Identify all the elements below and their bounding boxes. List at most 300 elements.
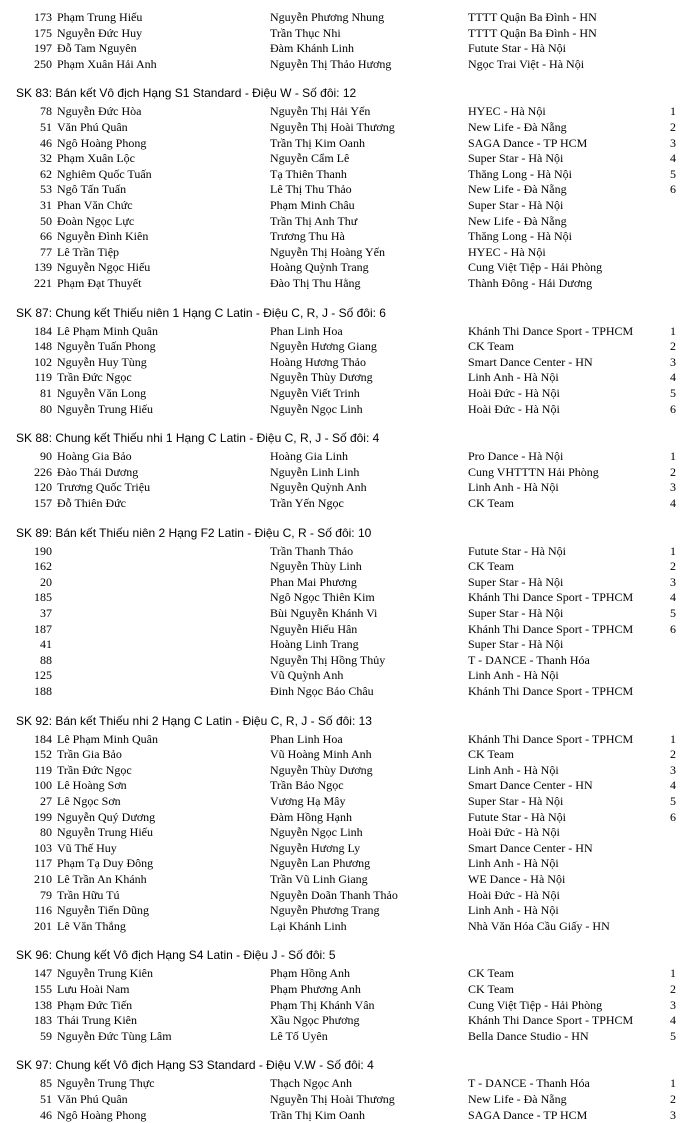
placement-rank: 3 [670, 136, 676, 150]
couple-row [0, 793, 700, 809]
couple-number: 51 [40, 120, 52, 134]
partner-dancer-name: Nguyễn Thùy Dương [270, 370, 373, 384]
couple-row [0, 824, 700, 840]
placement-rank: 5 [670, 386, 676, 400]
placement-rank: 4 [670, 1013, 676, 1027]
placement-rank: 3 [670, 998, 676, 1012]
couple-number: 59 [40, 1029, 52, 1043]
partner-dancer-name: Vũ Hoàng Minh Anh [270, 747, 372, 761]
couple-number: 173 [34, 10, 52, 24]
couple-row [0, 746, 700, 762]
couple-row [0, 323, 700, 339]
lead-dancer-name: Lê Phạm Minh Quân [57, 732, 158, 746]
couple-row [0, 558, 700, 574]
partner-dancer-name: Nguyễn Hương Ly [270, 841, 361, 855]
couple-row [0, 228, 700, 244]
couple-number: 46 [40, 136, 52, 150]
lead-dancer-name: Phạm Đức Tiến [57, 998, 133, 1012]
couple-row [0, 683, 700, 699]
partner-dancer-name: Nguyễn Viết Trinh [270, 386, 360, 400]
club-name: Ngọc Trai Việt - Hà Nội [468, 57, 585, 71]
lead-dancer-name: Trần Đức Ngọc [57, 763, 132, 777]
club-name: Futute Star - Hà Nội [468, 544, 566, 558]
lead-dancer-name: Phạm Đạt Thuyết [57, 276, 142, 290]
lead-dancer-name: Lưu Hoài Nam [57, 982, 130, 996]
partner-dancer-name: Nguyễn Thùy Linh [270, 559, 362, 573]
partner-dancer-name: Trần Yến Ngọc [270, 496, 344, 510]
couple-number: 119 [34, 763, 52, 777]
club-name: T - DANCE - Thanh Hóa [468, 1076, 590, 1090]
club-name: Khánh Thi Dance Sport - TPHCM [468, 622, 634, 636]
lead-dancer-name: Phạm Trung Hiếu [57, 10, 143, 24]
partner-dancer-name: Nguyễn Thị Hoàng Yến [270, 245, 385, 259]
partner-dancer-name: Nguyễn Phương Nhung [270, 10, 385, 24]
couple-row [0, 543, 700, 559]
club-name: Linh Anh - Hà Nội [468, 903, 559, 917]
couple-number: 27 [40, 794, 52, 808]
club-name: Cung VHTTTN Hải Phòng [468, 465, 599, 479]
couple-number: 37 [40, 606, 52, 620]
partner-dancer-name: Vũ Quỳnh Anh [270, 668, 344, 682]
lead-dancer-name: Nguyễn Trung Thực [57, 1076, 155, 1090]
couple-row [0, 902, 700, 918]
couple-row [0, 25, 700, 41]
couple-row [0, 636, 700, 652]
section-heading: SK 92: Bán kết Thiếu nhi 2 Hạng C Latin - Điệu C, R, J - Số đôi: 13 [16, 714, 372, 728]
placement-rank: 6 [670, 182, 676, 196]
partner-dancer-name: Nguyễn Thị Hải Yến [270, 104, 371, 118]
club-name: Linh Anh - Hà Nội [468, 480, 559, 494]
lead-dancer-name: Nguyễn Ngọc Hiếu [57, 260, 151, 274]
couple-row [0, 1091, 700, 1107]
club-name: Super Star - Hà Nội [468, 575, 564, 589]
club-name: CK Team [468, 339, 514, 353]
couple-number: 162 [34, 559, 52, 573]
placement-rank: 2 [670, 120, 676, 134]
club-name: TTTT Quận Ba Đình - HN [468, 10, 597, 24]
placement-rank: 4 [670, 496, 676, 510]
couple-row [0, 621, 700, 637]
couple-row [0, 605, 700, 621]
couple-row [0, 9, 700, 25]
couple-number: 197 [34, 41, 52, 55]
couple-number: 175 [34, 26, 52, 40]
couple-row [0, 777, 700, 793]
lead-dancer-name: Văn Phú Quân [57, 120, 128, 134]
partner-dancer-name: Hoàng Quỳnh Trang [270, 260, 369, 274]
placement-rank: 4 [670, 370, 676, 384]
couple-row [0, 809, 700, 825]
couple-number: 120 [34, 480, 52, 494]
couple-number: 250 [34, 57, 52, 71]
placement-rank: 2 [670, 747, 676, 761]
club-name: Hoài Đức - Hà Nội [468, 386, 560, 400]
partner-dancer-name: Trần Vũ Linh Giang [270, 872, 368, 886]
lead-dancer-name: Nghiêm Quốc Tuấn [57, 167, 152, 181]
couple-number: 185 [34, 590, 52, 604]
club-name: New Life - Đà Nẵng [468, 182, 567, 196]
lead-dancer-name: Lê Ngọc Sơn [57, 794, 121, 808]
partner-dancer-name: Lê Thị Thu Thảo [270, 182, 352, 196]
club-name: Khánh Thi Dance Sport - TPHCM [468, 590, 634, 604]
placement-rank: 1 [670, 324, 676, 338]
club-name: Cung Việt Tiệp - Hải Phòng [468, 260, 603, 274]
partner-dancer-name: Phạm Hồng Anh [270, 966, 351, 980]
lead-dancer-name: Hoàng Gia Bảo [57, 449, 132, 463]
club-name: Smart Dance Center - HN [468, 841, 593, 855]
couple-row [0, 918, 700, 934]
couple-row [0, 119, 700, 135]
couple-row [0, 181, 700, 197]
placement-rank: 1 [670, 449, 676, 463]
placement-rank: 6 [670, 402, 676, 416]
couple-number: 221 [34, 276, 52, 290]
lead-dancer-name: Ngô Tấn Tuấn [57, 182, 127, 196]
couple-number: 183 [34, 1013, 52, 1027]
lead-dancer-name: Lê Phạm Minh Quân [57, 324, 158, 338]
partner-dancer-name: Đàm Khánh Linh [270, 41, 354, 55]
couple-row [0, 197, 700, 213]
couple-row [0, 213, 700, 229]
club-name: TTTT Quận Ba Đình - HN [468, 26, 597, 40]
partner-dancer-name: Hoàng Gia Linh [270, 449, 348, 463]
couple-row [0, 369, 700, 385]
lead-dancer-name: Lê Trần An Khánh [57, 872, 147, 886]
placement-rank: 2 [670, 339, 676, 353]
club-name: Bella Dance Studio - HN [468, 1029, 589, 1043]
club-name: Nhà Văn Hóa Cầu Giấy - HN [468, 919, 610, 933]
lead-dancer-name: Trần Gia Bảo [57, 747, 122, 761]
partner-dancer-name: Vương Hạ Mây [270, 794, 346, 808]
lead-dancer-name: Ngô Hoàng Phong [57, 136, 147, 150]
couple-row [0, 40, 700, 56]
club-name: New Life - Đà Nẵng [468, 214, 567, 228]
partner-dancer-name: Phạm Thị Khánh Vân [270, 998, 375, 1012]
couple-number: 148 [34, 339, 52, 353]
club-name: HYEC - Hà Nội [468, 104, 546, 118]
lead-dancer-name: Đỗ Tam Nguyên [57, 41, 137, 55]
partner-dancer-name: Bùi Nguyễn Khánh Vi [270, 606, 378, 620]
club-name: Pro Dance - Hà Nội [468, 449, 564, 463]
couple-number: 77 [40, 245, 52, 259]
couple-row [0, 259, 700, 275]
placement-rank: 3 [670, 1108, 676, 1122]
partner-dancer-name: Trần Bảo Ngọc [270, 778, 344, 792]
couple-row [0, 1012, 700, 1028]
partner-dancer-name: Nguyễn Hương Giang [270, 339, 377, 353]
couple-row [0, 464, 700, 480]
partner-dancer-name: Nguyễn Phương Trang [270, 903, 380, 917]
couple-row [0, 479, 700, 495]
placement-rank: 2 [670, 982, 676, 996]
partner-dancer-name: Nguyễn Thị Hoài Thương [270, 120, 395, 134]
club-name: Khánh Thi Dance Sport - TPHCM [468, 732, 634, 746]
couple-number: 50 [40, 214, 52, 228]
club-name: New Life - Đà Nẵng [468, 120, 567, 134]
club-name: Linh Anh - Hà Nội [468, 763, 559, 777]
club-name: Hoài Đức - Hà Nội [468, 825, 560, 839]
couple-number: 79 [40, 888, 52, 902]
club-name: Super Star - Hà Nội [468, 606, 564, 620]
partner-dancer-name: Đinh Ngọc Bảo Châu [270, 684, 374, 698]
partner-dancer-name: Nguyễn Thị Hoài Thương [270, 1092, 395, 1106]
placement-rank: 3 [670, 480, 676, 494]
partner-dancer-name: Phan Mai Phương [270, 575, 357, 589]
club-name: Khánh Thi Dance Sport - TPHCM [468, 684, 634, 698]
lead-dancer-name: Lê Văn Thắng [57, 919, 126, 933]
couple-number: 117 [34, 856, 52, 870]
club-name: Hoài Đức - Hà Nội [468, 402, 560, 416]
club-name: Futute Star - Hà Nội [468, 41, 566, 55]
placement-rank: 6 [670, 810, 676, 824]
placement-rank: 5 [670, 794, 676, 808]
couple-number: 88 [40, 653, 52, 667]
couple-number: 81 [40, 386, 52, 400]
lead-dancer-name: Trần Hữu Tú [57, 888, 120, 902]
couple-number: 85 [40, 1076, 52, 1090]
couple-number: 41 [40, 637, 52, 651]
partner-dancer-name: Nguyễn Doãn Thanh Thảo [270, 888, 398, 902]
lead-dancer-name: Nguyễn Trung Hiếu [57, 825, 154, 839]
lead-dancer-name: Phạm Xuân Lộc [57, 151, 135, 165]
placement-rank: 4 [670, 778, 676, 792]
placement-rank: 4 [670, 590, 676, 604]
couple-number: 66 [40, 229, 52, 243]
couple-number: 53 [40, 182, 52, 196]
partner-dancer-name: Nguyễn Thùy Dương [270, 763, 373, 777]
placement-rank: 3 [670, 575, 676, 589]
couple-number: 226 [34, 465, 52, 479]
couple-row [0, 965, 700, 981]
club-name: SAGA Dance - TP HCM [468, 136, 588, 150]
section-heading: SK 88: Chung kết Thiếu nhi 1 Hạng C Latin - Điệu C, R, J - Số đôi: 4 [16, 431, 380, 445]
lead-dancer-name: Nguyễn Huy Tùng [57, 355, 147, 369]
partner-dancer-name: Trần Thị Kim Oanh [270, 136, 366, 150]
lead-dancer-name: Nguyễn Tuấn Phong [57, 339, 156, 353]
couple-row [0, 574, 700, 590]
partner-dancer-name: Nguyễn Quỳnh Anh [270, 480, 367, 494]
partner-dancer-name: Nguyễn Thị Hồng Thủy [270, 653, 386, 667]
partner-dancer-name: Ngô Ngọc Thiên Kim [270, 590, 375, 604]
partner-dancer-name: Trương Thu Hà [270, 229, 345, 243]
couple-row [0, 1107, 700, 1123]
couple-number: 139 [34, 260, 52, 274]
club-name: WE Dance - Hà Nội [468, 872, 566, 886]
club-name: Thành Đông - Hải Dương [468, 276, 593, 290]
couple-number: 46 [40, 1108, 52, 1122]
couple-row [0, 401, 700, 417]
placement-rank: 1 [670, 104, 676, 118]
placement-rank: 5 [670, 1029, 676, 1043]
placement-rank: 4 [670, 151, 676, 165]
lead-dancer-name: Đoàn Ngọc Lực [57, 214, 135, 228]
lead-dancer-name: Trần Đức Ngọc [57, 370, 132, 384]
club-name: SAGA Dance - TP HCM [468, 1108, 588, 1122]
couple-number: 78 [40, 104, 52, 118]
lead-dancer-name: Phạm Xuân Hải Anh [57, 57, 157, 71]
lead-dancer-name: Trương Quốc Triệu [57, 480, 151, 494]
couple-number: 138 [34, 998, 52, 1012]
lead-dancer-name: Lê Hoàng Sơn [57, 778, 127, 792]
lead-dancer-name: Phạm Tạ Duy Đông [57, 856, 154, 870]
couple-number: 80 [40, 825, 52, 839]
couple-number: 199 [34, 810, 52, 824]
lead-dancer-name: Đỗ Thiên Đức [57, 496, 126, 510]
lead-dancer-name: Nguyễn Văn Long [57, 386, 147, 400]
lead-dancer-name: Nguyễn Quý Dương [57, 810, 156, 824]
club-name: T - DANCE - Thanh Hóa [468, 653, 590, 667]
couple-row [0, 667, 700, 683]
club-name: Khánh Thi Dance Sport - TPHCM [468, 1013, 634, 1027]
couple-row [0, 731, 700, 747]
placement-rank: 1 [670, 966, 676, 980]
couple-number: 190 [34, 544, 52, 558]
couple-number: 187 [34, 622, 52, 636]
partner-dancer-name: Nguyễn Lan Phương [270, 856, 371, 870]
couple-row [0, 103, 700, 119]
couple-row [0, 840, 700, 856]
partner-dancer-name: Phạm Minh Châu [270, 198, 355, 212]
placement-rank: 3 [670, 763, 676, 777]
partner-dancer-name: Nguyễn Thị Thảo Hương [270, 57, 392, 71]
couple-number: 32 [40, 151, 52, 165]
partner-dancer-name: Phan Linh Hoa [270, 324, 343, 338]
partner-dancer-name: Trần Thị Kim Oanh [270, 1108, 366, 1122]
partner-dancer-name: Xầu Ngọc Phương [270, 1013, 360, 1027]
club-name: Linh Anh - Hà Nội [468, 370, 559, 384]
club-name: Futute Star - Hà Nội [468, 810, 566, 824]
couple-number: 157 [34, 496, 52, 510]
couple-row [0, 1075, 700, 1091]
placement-rank: 1 [670, 732, 676, 746]
couple-row [0, 448, 700, 464]
placement-rank: 6 [670, 622, 676, 636]
couple-number: 119 [34, 370, 52, 384]
couple-row [0, 1028, 700, 1044]
lead-dancer-name: Nguyễn Trung Hiếu [57, 402, 154, 416]
couple-number: 155 [34, 982, 52, 996]
couple-row [0, 150, 700, 166]
section-heading: SK 97: Chung kết Vô địch Hạng S3 Standard - Điệu V.W - Số đôi: 4 [16, 1058, 374, 1072]
couple-number: 31 [40, 198, 52, 212]
section-heading: SK 96: Chung kết Vô địch Hạng S4 Latin - Điệu J - Số đôi: 5 [16, 948, 336, 962]
section-heading: SK 83: Bán kết Vô địch Hạng S1 Standard - Điệu W - Số đôi: 12 [16, 86, 357, 100]
partner-dancer-name: Lại Khánh Linh [270, 919, 347, 933]
couple-row [0, 997, 700, 1013]
lead-dancer-name: Nguyễn Tiến Dũng [57, 903, 150, 917]
partner-dancer-name: Thạch Ngọc Anh [270, 1076, 352, 1090]
club-name: Smart Dance Center - HN [468, 355, 593, 369]
partner-dancer-name: Trần Thục Nhi [270, 26, 341, 40]
placement-rank: 2 [670, 559, 676, 573]
club-name: Linh Anh - Hà Nội [468, 668, 559, 682]
couple-number: 116 [34, 903, 52, 917]
club-name: Linh Anh - Hà Nội [468, 856, 559, 870]
couple-row [0, 56, 700, 72]
couple-number: 20 [40, 575, 52, 589]
club-name: Super Star - Hà Nội [468, 637, 564, 651]
lead-dancer-name: Đào Thái Dương [57, 465, 139, 479]
club-name: Khánh Thi Dance Sport - TPHCM [468, 324, 634, 338]
lead-dancer-name: Nguyễn Đức Huy [57, 26, 143, 40]
lead-dancer-name: Nguyễn Đình Kiên [57, 229, 149, 243]
club-name: Thăng Long - Hà Nội [468, 167, 572, 181]
placement-rank: 5 [670, 167, 676, 181]
partner-dancer-name: Đàm Hồng Hạnh [270, 810, 352, 824]
club-name: CK Team [468, 496, 514, 510]
placement-rank: 5 [670, 606, 676, 620]
lead-dancer-name: Vũ Thế Huy [57, 841, 117, 855]
couple-row [0, 275, 700, 291]
club-name: Super Star - Hà Nội [468, 794, 564, 808]
partner-dancer-name: Trần Thị Anh Thư [270, 214, 358, 228]
couple-number: 125 [34, 668, 52, 682]
partner-dancer-name: Hoàng Hương Thảo [270, 355, 366, 369]
couple-number: 210 [34, 872, 52, 886]
couple-row [0, 887, 700, 903]
couple-number: 62 [40, 167, 52, 181]
couple-row [0, 652, 700, 668]
couple-number: 147 [34, 966, 52, 980]
couple-number: 184 [34, 732, 52, 746]
lead-dancer-name: Nguyễn Đức Hòa [57, 104, 142, 118]
placement-rank: 1 [670, 544, 676, 558]
couple-row [0, 981, 700, 997]
couple-row [0, 762, 700, 778]
club-name: CK Team [468, 966, 514, 980]
couple-number: 184 [34, 324, 52, 338]
lead-dancer-name: Phan Văn Chức [57, 198, 133, 212]
partner-dancer-name: Hoàng Linh Trang [270, 637, 359, 651]
couple-row [0, 385, 700, 401]
placement-rank: 2 [670, 1092, 676, 1106]
lead-dancer-name: Lê Trần Tiệp [57, 245, 120, 259]
partner-dancer-name: Tạ Thiên Thanh [270, 167, 347, 181]
couple-row [0, 338, 700, 354]
lead-dancer-name: Văn Phú Quân [57, 1092, 128, 1106]
partner-dancer-name: Phạm Phương Anh [270, 982, 361, 996]
club-name: Super Star - Hà Nội [468, 151, 564, 165]
partner-dancer-name: Lê Tố Uyên [270, 1029, 328, 1043]
couple-row [0, 135, 700, 151]
partner-dancer-name: Nguyễn Ngọc Linh [270, 825, 363, 839]
club-name: CK Team [468, 559, 514, 573]
couple-number: 80 [40, 402, 52, 416]
couple-row [0, 495, 700, 511]
couple-number: 103 [34, 841, 52, 855]
club-name: Super Star - Hà Nội [468, 198, 564, 212]
placement-rank: 2 [670, 465, 676, 479]
club-name: CK Team [468, 747, 514, 761]
club-name: Hoài Đức - Hà Nội [468, 888, 560, 902]
couple-row [0, 589, 700, 605]
club-name: CK Team [468, 982, 514, 996]
club-name: Cung Việt Tiệp - Hải Phòng [468, 998, 603, 1012]
couple-number: 188 [34, 684, 52, 698]
section-heading: SK 89: Bán kết Thiếu niên 2 Hạng F2 Latin - Điệu C, R - Số đôi: 10 [16, 526, 372, 540]
partner-dancer-name: Phan Linh Hoa [270, 732, 343, 746]
placement-rank: 1 [670, 1076, 676, 1090]
couple-number: 201 [34, 919, 52, 933]
partner-dancer-name: Đào Thị Thu Hằng [270, 276, 361, 290]
couple-row [0, 871, 700, 887]
couple-number: 90 [40, 449, 52, 463]
couple-row [0, 166, 700, 182]
club-name: HYEC - Hà Nội [468, 245, 546, 259]
couple-row [0, 354, 700, 370]
club-name: Smart Dance Center - HN [468, 778, 593, 792]
lead-dancer-name: Nguyễn Trung Kiên [57, 966, 154, 980]
